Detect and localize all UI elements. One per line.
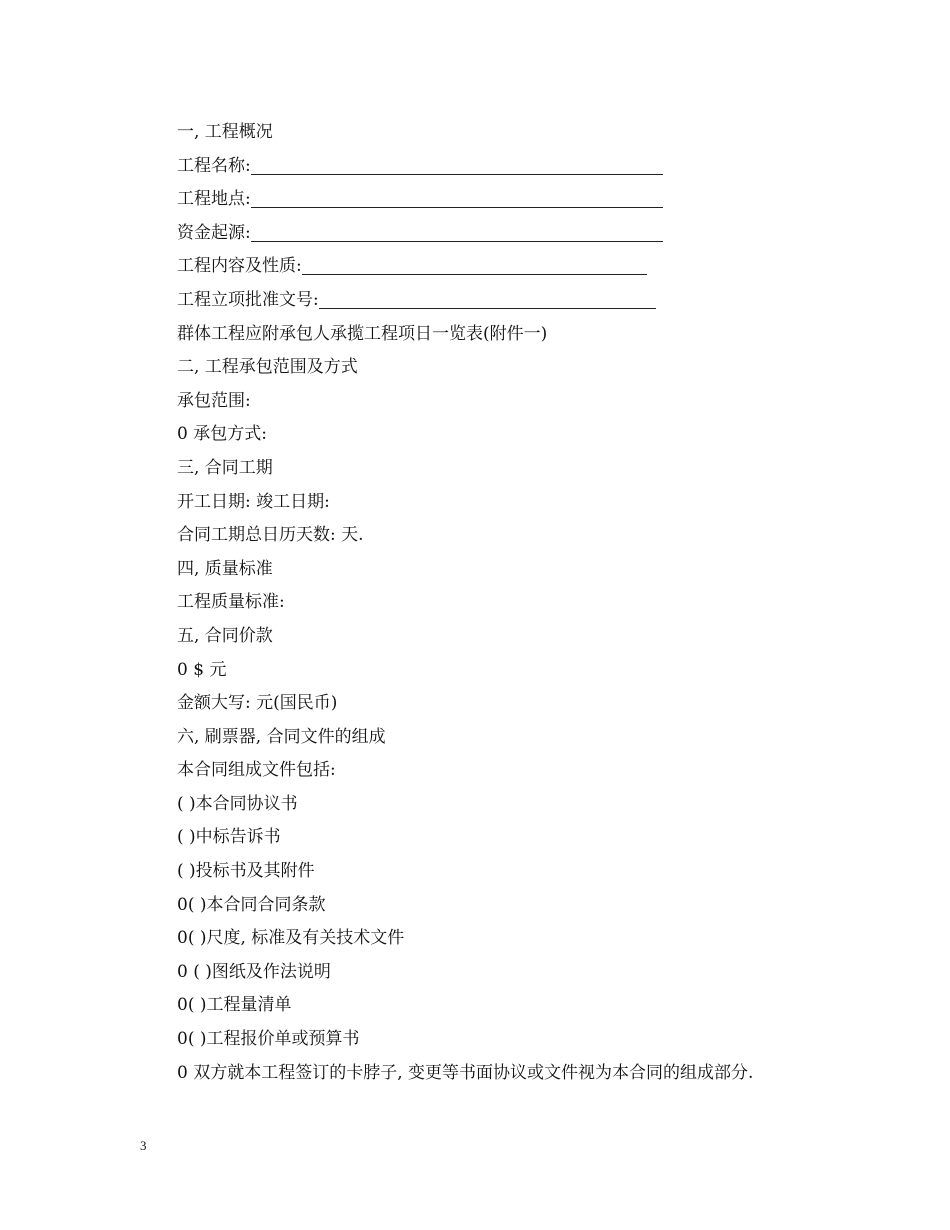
document-list-item: 0( )本合同合同条款 — [177, 894, 326, 915]
document-list-item: 0( )工程量清单 — [177, 995, 292, 1016]
section-heading-3: 三, 合同工期 — [177, 457, 273, 478]
document-list-item: 0 ( )图纸及作法说明 — [177, 961, 331, 982]
paragraph-line: 0 承包方式: — [177, 424, 267, 445]
project-location-blank — [251, 185, 663, 208]
document-list-item: 0( )尺度, 标准及有关技术文件 — [177, 928, 405, 949]
fund-source-field: 资金起源: — [177, 217, 857, 251]
paragraph-line: 工程质量标准: — [177, 592, 285, 613]
paragraph-line: 承包范围: — [177, 390, 251, 411]
contract-body — [177, 116, 857, 1090]
project-name-blank — [251, 152, 663, 175]
document-list-item: ( )中标告诉书 — [177, 827, 281, 848]
paragraph-line: 金额大写: 元(国民币) — [177, 693, 338, 714]
document-list-item: ( )投标书及其附件 — [177, 861, 315, 882]
section-heading-5: 五, 合同价款 — [177, 625, 273, 646]
section-heading-1: 一, 工程概况 — [177, 122, 273, 142]
page-number: 3 — [140, 1138, 147, 1153]
section-heading-2: 二, 工程承包范围及方式 — [177, 357, 358, 378]
approval-number-blank — [319, 286, 656, 309]
document-list-item: ( )本合同协议书 — [177, 793, 298, 814]
paragraph-line: 合同工期总日历天数: 天. — [177, 525, 364, 546]
fund-source-blank — [251, 219, 663, 242]
project-content-blank — [302, 252, 647, 275]
section-heading-6: 六, 刷票器, 合同文件的组成 — [177, 726, 386, 747]
project-location-field: 工程地点: — [177, 183, 857, 217]
paragraph-line: 本合同组成文件包括: — [177, 760, 336, 781]
paragraph-line: 开工日期: 竣工日期: — [177, 491, 330, 512]
document-list-item: 0( )工程报价单或预算书 — [177, 1029, 360, 1050]
paragraph-line: 0 双方就本工程签订的卡脖子, 变更等书面协议或文件视为本合同的组成部分. — [177, 1062, 754, 1083]
paragraph-line: 群体工程应附承包人承揽工程项日一览表(附件一) — [177, 323, 548, 344]
paragraph-line: 0 $ 元 — [177, 659, 227, 680]
project-name-field: 工程名称: — [177, 150, 857, 184]
section-heading-4: 四, 质量标准 — [177, 558, 273, 579]
approval-number-field: 工程立项批准文号: — [177, 284, 857, 318]
project-content-field: 工程内容及性质: — [177, 250, 857, 284]
